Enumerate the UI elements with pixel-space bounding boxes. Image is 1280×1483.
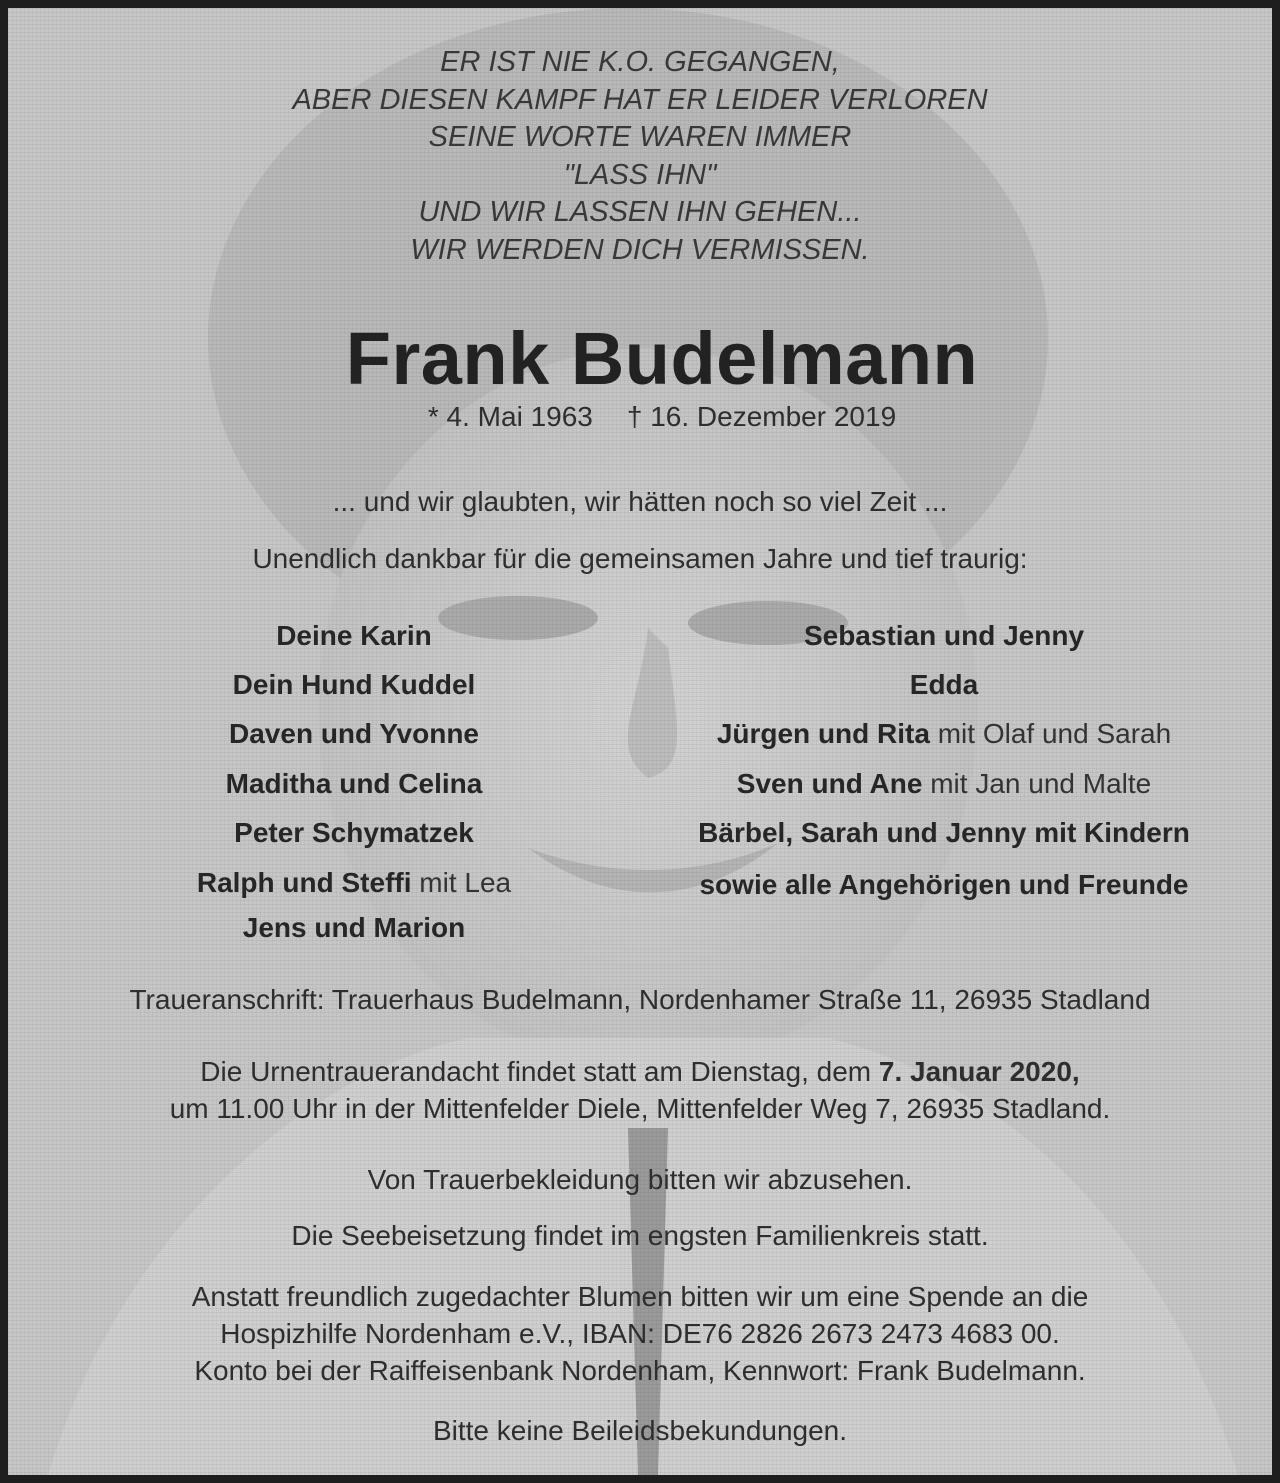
mourner-entry: sowie alle Angehörigen und Freunde	[699, 869, 1189, 900]
intro-gratitude: Unendlich dankbar für die gemeinsamen Jahre und tief traurig:	[252, 543, 1028, 574]
mourner-entry: Daven und Yvonne	[229, 718, 479, 749]
mourner-entry: Sven und Ane mit Jan und Malte	[736, 768, 1152, 799]
mourner-entry: Deine Karin	[276, 620, 432, 651]
mourner-entry: Maditha und Celina	[225, 768, 483, 799]
poem-line: SEINE WORTE WAREN IMMER	[428, 121, 852, 153]
mourner-entry: Jürgen und Rita mit Olaf und Sarah	[716, 718, 1172, 749]
intro-quote: ... und wir glaubten, wir hätten noch so viel Zeit ...	[332, 486, 948, 517]
poem-line: WIR WERDEN DICH VERMISSEN.	[410, 233, 870, 266]
ceremony-date: 7. Januar 2020,	[878, 1056, 1080, 1087]
mourner-entry: Sebastian und Jenny	[803, 620, 1085, 651]
mourner-entry: Bärbel, Sarah und Jenny mit Kindern	[698, 817, 1190, 848]
mourning-address: Traueranschrift: Trauerhaus Budelmann, Nordenhamer Straße 11, 26935 Stadland	[129, 984, 1151, 1015]
birth-date: * 4. Mai 1963	[427, 401, 593, 432]
mourner-entry: Edda	[909, 669, 979, 700]
mourner-entry: Dein Hund Kuddel	[232, 669, 476, 700]
mourner-entry: Peter Schymatzek	[234, 817, 474, 848]
donation-line: Anstatt freundlich zugedachter Blumen bitten wir um eine Spende an die	[191, 1281, 1089, 1312]
ceremony-text: Die Urnentrauerandacht findet statt am Dienstag, dem	[200, 1056, 879, 1087]
donation-line: Konto bei der Raiffeisenbank Nordenham, Kennwort: Frank Budelmann.	[194, 1355, 1086, 1386]
ceremony-line-1	[8, 1056, 1272, 1088]
poem-line: UND WIR LASSEN IHN GEHEN...	[418, 196, 862, 228]
donation-line: Hospizhilfe Nordenham e.V., IBAN: DE76 2826 2673 2473 4683 00.	[220, 1318, 1060, 1349]
obituary-text	[8, 8, 1272, 1475]
poem-line: ABER DIESEN KAMPF HAT ER LEIDER VERLOREN	[292, 83, 988, 116]
closing-note: Bitte keine Beileidsbekundungen.	[432, 1415, 848, 1446]
poem-line: ER IST NIE K.O. GEGANGEN,	[440, 46, 840, 78]
clothing-note: Von Trauerbekleidung bitten wir abzusehen.	[367, 1164, 913, 1195]
ceremony-line-2: um 11.00 Uhr in der Mittenfelder Diele, Mittenfelder Weg 7, 26935 Stadland.	[169, 1093, 1111, 1124]
life-dates	[30, 401, 1272, 433]
mourner-entry: Ralph und Steffi mit Lea	[196, 867, 512, 898]
mourner-entry: Jens und Marion	[242, 912, 466, 943]
obituary-card	[8, 8, 1272, 1475]
poem-line: "LASS IHN"	[563, 158, 717, 191]
burial-note: Die Seebeisetzung findet im engsten Familienkreis statt.	[291, 1220, 989, 1251]
death-date: † 16. Dezember 2019	[626, 401, 897, 432]
deceased-name: Frank Budelmann	[345, 317, 979, 400]
poem	[8, 44, 1272, 269]
